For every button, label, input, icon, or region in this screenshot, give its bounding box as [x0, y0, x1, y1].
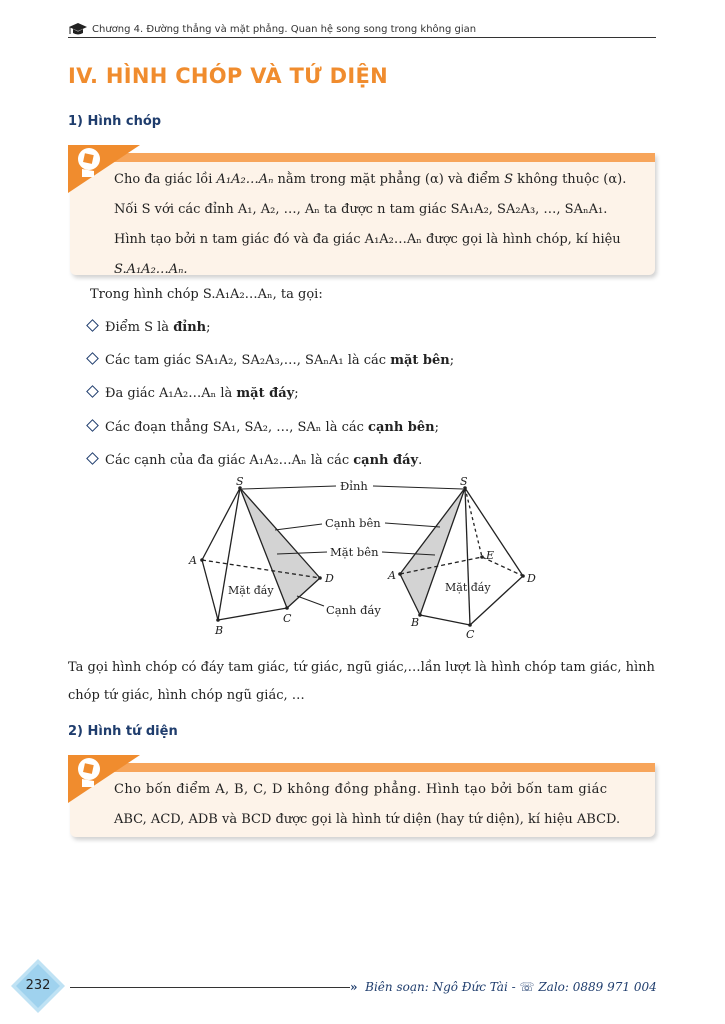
def2-line2: ABC, ACD, ADB và BCD được gọi là hình tứ diện (hay tứ diện), kí hiệu ABCD.	[114, 812, 621, 827]
point-label: S	[236, 475, 244, 488]
lateral-face-shade	[400, 488, 465, 615]
point-label: B	[411, 616, 420, 629]
subsection-title-tetrahedron: 2) Hình tứ diện	[68, 724, 178, 739]
bullet-item: Điểm S là đỉnh;	[88, 320, 211, 335]
def1-line1: Cho đa giác lồi A₁A₂…Aₙ nằm trong mặt phẳng (α) và điểm S không thuộc (α).	[114, 172, 627, 187]
graduation-cap-icon	[68, 22, 88, 36]
point-label: B	[215, 624, 224, 637]
intro-text: Trong hình chóp S.A₁A₂…Aₙ, ta gọi:	[90, 287, 323, 302]
point-label: D	[527, 572, 536, 585]
label-canh-day: Cạnh đáy	[326, 603, 381, 617]
point-label: D	[325, 572, 334, 585]
label-mat-day-left: Mặt đáy	[228, 584, 274, 597]
bullet-item: Các tam giác SA₁A₂, SA₂A₃,…, SAₙA₁ là các mặt bên;	[88, 353, 454, 368]
page-number: 232	[25, 978, 51, 993]
label-mat-day-right: Mặt đáy	[445, 581, 491, 594]
point-label: A	[388, 569, 396, 582]
point-label: S	[460, 475, 468, 488]
header-rule	[68, 37, 656, 38]
bullet-item: Đa giác A₁A₂…Aₙ là mặt đáy;	[88, 386, 299, 401]
phone-icon: ☏	[519, 980, 535, 994]
subsection-title-pyramid: 1) Hình chóp	[68, 114, 162, 129]
definition-box-pyramid	[70, 153, 655, 275]
definition-bar	[70, 763, 655, 772]
footer-rule	[70, 987, 350, 988]
point-label: C	[283, 612, 292, 625]
def1-line2: Nối S với các đỉnh A₁, A₂, …, Aₙ ta được n tam giác SA₁A₂, SA₂A₃, …, SAₙA₁.	[114, 202, 608, 217]
def1-line4: S.A₁A₂…Aₙ.	[114, 262, 188, 277]
point-label: A	[189, 554, 197, 567]
para2-line1: Ta gọi hình chóp có đáy tam giác, tứ giác, ngũ giác,…lần lượt là hình chóp tam giác, hình	[68, 660, 655, 675]
label-canh-ben: Cạnh bên	[325, 516, 381, 530]
definition-box-tetrahedron	[70, 763, 655, 837]
bullet-item: Các cạnh của đa giác A₁A₂…Aₙ là các cạnh đáy.	[88, 453, 422, 468]
section-title: IV. HÌNH CHÓP VÀ TỨ DIỆN	[68, 64, 388, 88]
label-dinh: Đỉnh	[340, 479, 368, 493]
def2-line1: Cho bốn điểm A, B, C, D không đồng phẳng. Hình tạo bởi bốn tam giác	[114, 782, 608, 797]
bullet-item: Các đoạn thẳng SA₁, SA₂, …, SAₙ là các cạnh bên;	[88, 420, 439, 435]
para2-line2: chóp tứ giác, hình chóp ngũ giác, …	[68, 688, 305, 703]
point-label: E	[486, 549, 495, 562]
footer-credit: » Biên soạn: Ngô Đức Tài - ☏ Zalo: 0889 971 004	[350, 980, 657, 994]
def1-line3: Hình tạo bởi n tam giác đó và đa giác A₁A₂…Aₙ được gọi là hình chóp, kí hiệu	[114, 232, 621, 247]
label-mat-ben: Mặt bên	[330, 545, 379, 559]
chapter-header: Chương 4. Đường thẳng và mặt phẳng. Quan hệ song song trong không gian	[92, 24, 477, 35]
pyramid-figure	[180, 475, 550, 645]
definition-bar	[70, 153, 655, 162]
point-label: C	[466, 628, 475, 641]
